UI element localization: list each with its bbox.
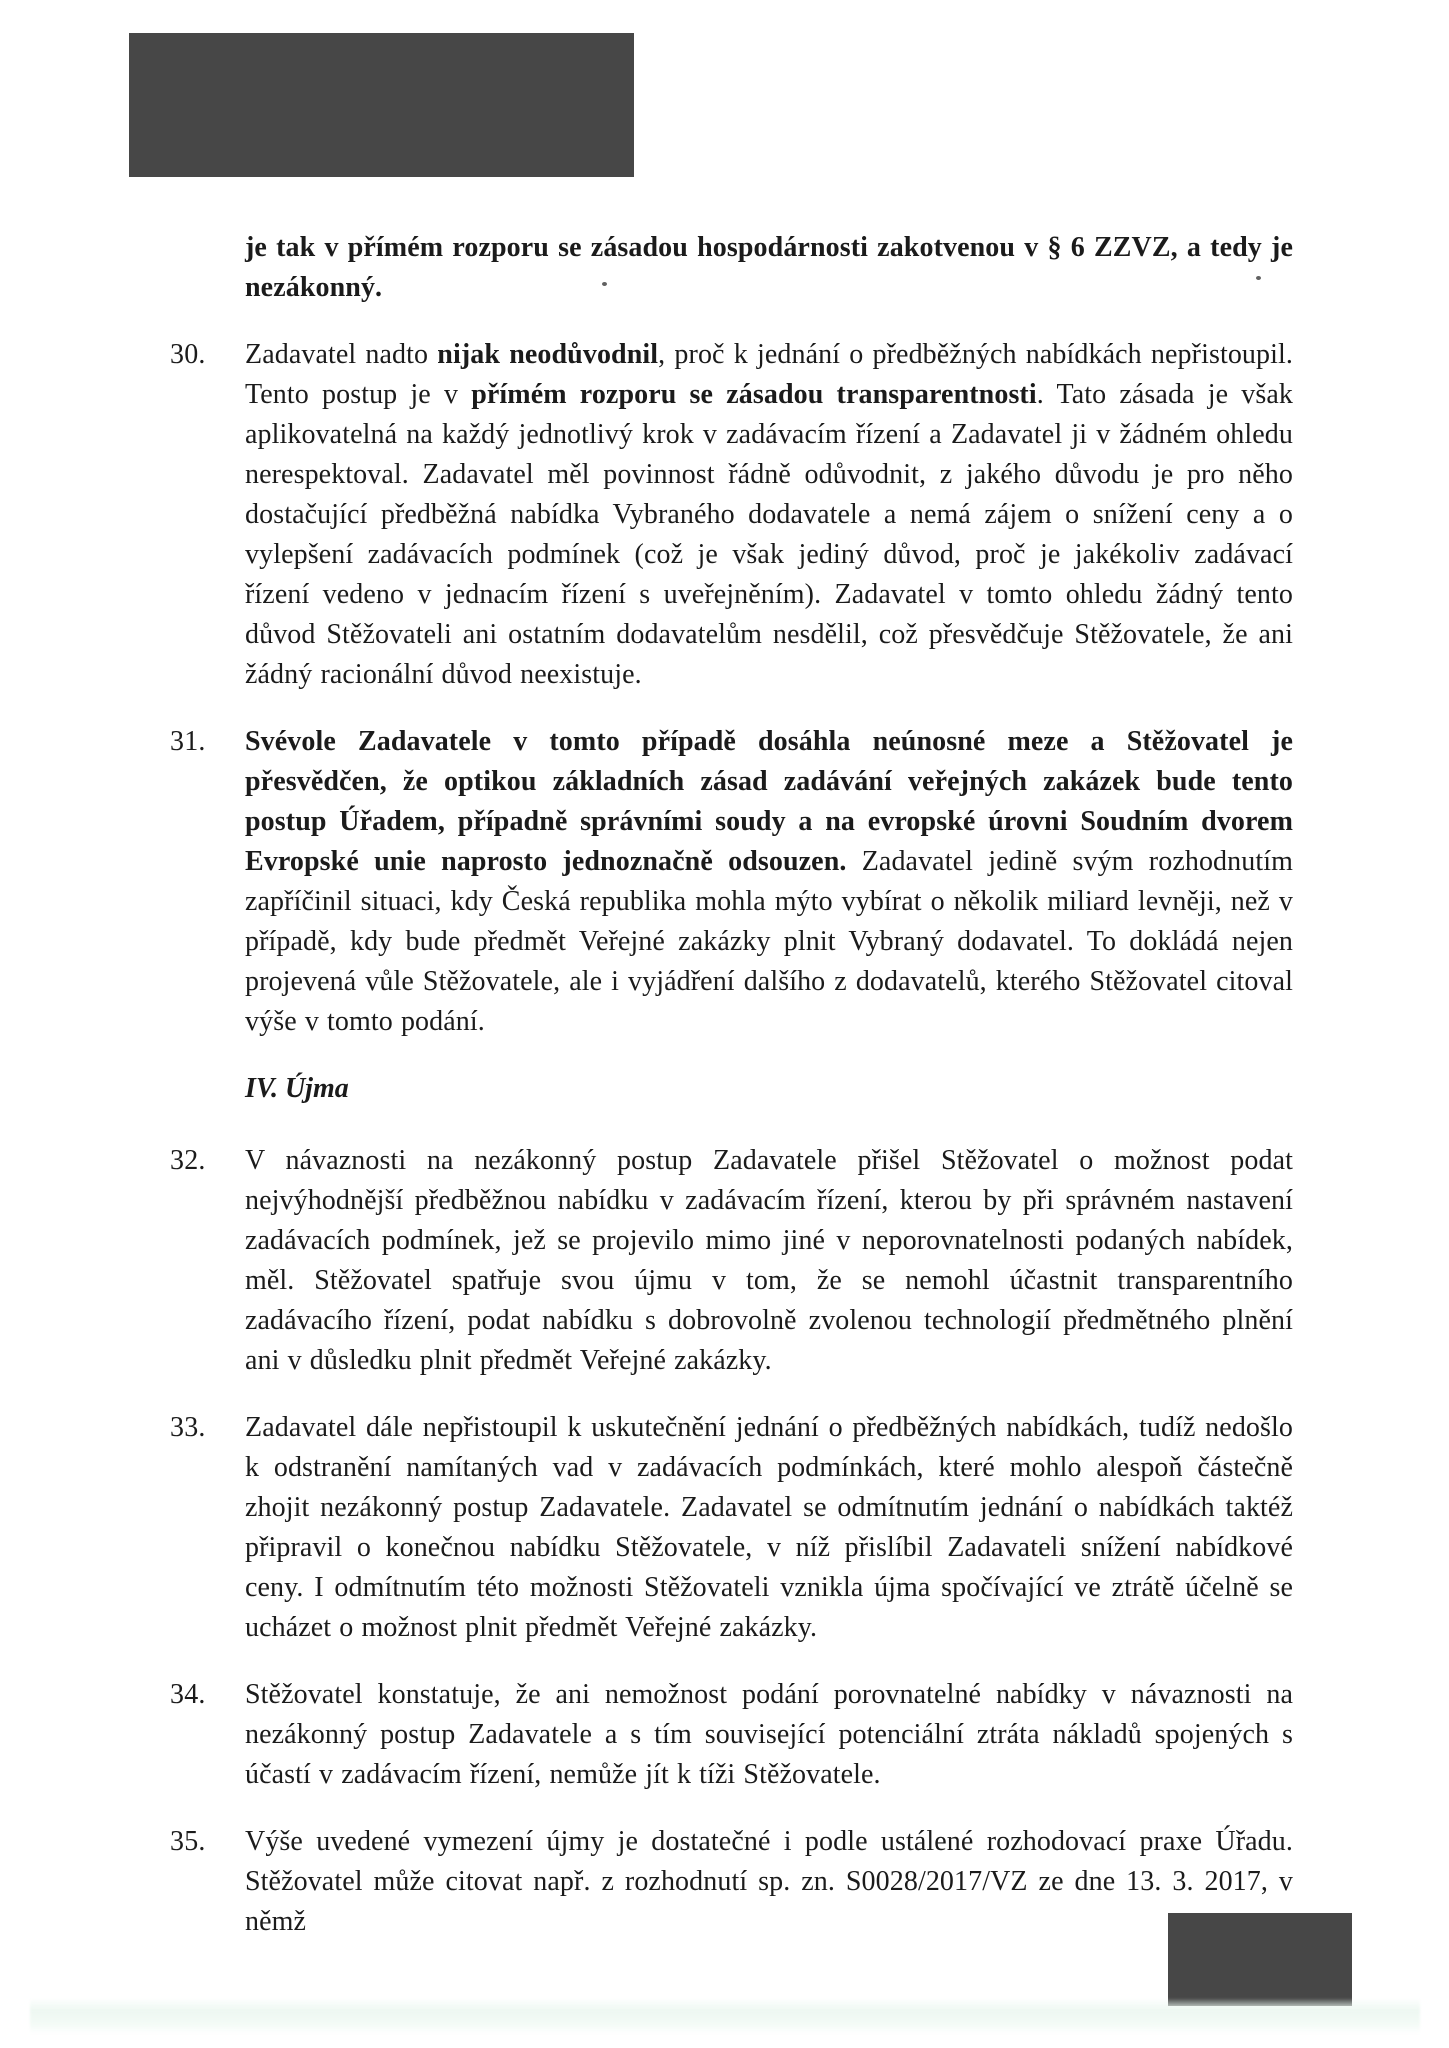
text-segment: Zadavatel dále nepřistoupil k uskutečnění jednání o předběžných nabídkách, tudíž nedošlo k odstranění namítaných vad v zadávacích podmínkách, které mohlo alespoň částečně zhojit nezákonný postup Zadavatele. Zadavatel se odmítnutím jednání o nabídkách taktéž připravil o konečnou nabídku Stěžovatele, v níž přislíbil Zadavateli snížení nabídkové ceny. I odmítnutím této možnosti Stěžovateli vznikla újma spočívající ve ztrátě účelně se ucházet o možnost plnit předmět Veřejné zakázky. — [245, 1412, 1293, 1643]
paragraph-34 — [170, 1675, 1293, 1795]
paragraph-number: 33. — [170, 1412, 206, 1443]
paragraph-number: 32. — [170, 1145, 206, 1176]
paragraph-31 — [170, 722, 1293, 1042]
paragraph-33 — [170, 1408, 1293, 1648]
text-segment: Zadavatel nadto — [245, 339, 438, 370]
paragraph-text — [245, 1675, 1293, 1795]
paragraph-35 — [170, 1822, 1293, 1942]
paragraph-number: 30. — [170, 339, 206, 370]
paragraph-number: 35. — [170, 1826, 206, 1857]
paragraph-text — [245, 722, 1293, 1042]
text-segment: V návaznosti na nezákonný postup Zadavatele přišel Stěžovatel o možnost podat nejvýhodnější předběžnou nabídku v zadávacím řízení, kterou by při správném nastavení zadávacích podmínek, jež se projevilo mimo jiné v neporovnatelnosti podaných nabídek, měl. Stěžovatel spatřuje svou újmu v tom, že se nemohl účastnit transparentního zadávacího řízení, podat nabídku s dobrovolně zvolenou technologií předmětného plnění ani v důsledku plnit předmět Veřejné zakázky. — [245, 1145, 1293, 1376]
bold-text-segment: je tak v přímém rozporu se zásadou hospodárnosti zakotvenou v § 6 ZZVZ, a tedy je nezákonný. — [245, 232, 1293, 303]
continuation-paragraph — [170, 228, 1293, 308]
paragraph-text — [245, 335, 1293, 695]
bold-text-segment: přímém rozporu se zásadou transparentnosti — [471, 379, 1037, 410]
scan-speck — [602, 282, 607, 286]
text-segment: Stěžovatel konstatuje, že ani nemožnost podání porovnatelné nabídky v návaznosti na nezákonný postup Zadavatele a s tím související potenciální ztráta nákladů spojených s účastí v zadávacím řízení, nemůže jít k tíži Stěžovatele. — [245, 1679, 1293, 1790]
paragraph-text — [245, 1822, 1293, 1942]
paragraph-number: 34. — [170, 1679, 206, 1710]
paragraph-text — [245, 1408, 1293, 1648]
text-segment: Výše uvedené vymezení újmy je dostatečné i podle ustálené rozhodovací praxe Úřadu. Stěžovatel může citovat např. z rozhodnutí sp. zn. S0028/2017/VZ ze dne 13. 3. 2017, v němž — [245, 1826, 1293, 1937]
paragraph-text — [245, 1141, 1293, 1381]
scan-speck — [1256, 276, 1261, 280]
text-segment: Zadavatel jedině svým rozhodnutím zapříčinil situaci, kdy Česká republika mohla mýto vybírat o několik miliard levněji, než v případě, kdy bude předmět Veřejné zakázky plnit Vybraný dodavatel. To dokládá nejen projevená vůle Stěžovatele, ale i vyjádření dalšího z dodavatelů, kterého Stěžovatel citoval výše v tomto podání. — [245, 846, 1293, 1037]
paragraph-30 — [170, 335, 1293, 695]
redacted-footer-block — [1168, 1913, 1352, 2006]
paragraph-number: 31. — [170, 726, 206, 757]
text-segment: . Tato zásada je však aplikovatelná na každý jednotlivý krok v zadávacím řízení a Zadavatel ji v žádném ohledu nerespektoval. Zadavatel měl povinnost řádně odůvodnit, z jakého důvodu je pro něho dostačující předběžná nabídka Vybraného dodavatele a nemá zájem o snížení ceny a o vylepšení zadávacích podmínek (což je však jediný důvod, proč je jakékoliv zadávací řízení vedeno v jednacím řízení s uveřejněním). Zadavatel v tomto ohledu žádný tento důvod Stěžovateli ani ostatním dodavatelům nesdělil, což přesvědčuje Stěžovatele, že ani žádný racionální důvod neexistuje. — [245, 379, 1293, 690]
text-segment: , proč k jednání o předběžných nabídkách nepřistoupil. Tento postup je v — [245, 339, 1293, 410]
bold-text-segment: nijak neodůvodnil — [437, 339, 659, 370]
redacted-header-block — [129, 33, 634, 177]
section-heading: IV. Újma — [245, 1073, 349, 1104]
bold-text-segment: Svévole Zadavatele v tomto případě dosáhla neúnosné meze a Stěžovatel je přesvědčen, že optikou základních zásad zadávání veřejných zakázek bude tento postup Úřadem, případně správními soudy a na evropské úrovni Soudním dvorem Evropské unie naprosto jednoznačně odsouzen. — [245, 726, 1293, 877]
document-body — [170, 228, 1293, 1969]
paragraph-text — [245, 228, 1293, 308]
paragraph-32 — [170, 1141, 1293, 1381]
